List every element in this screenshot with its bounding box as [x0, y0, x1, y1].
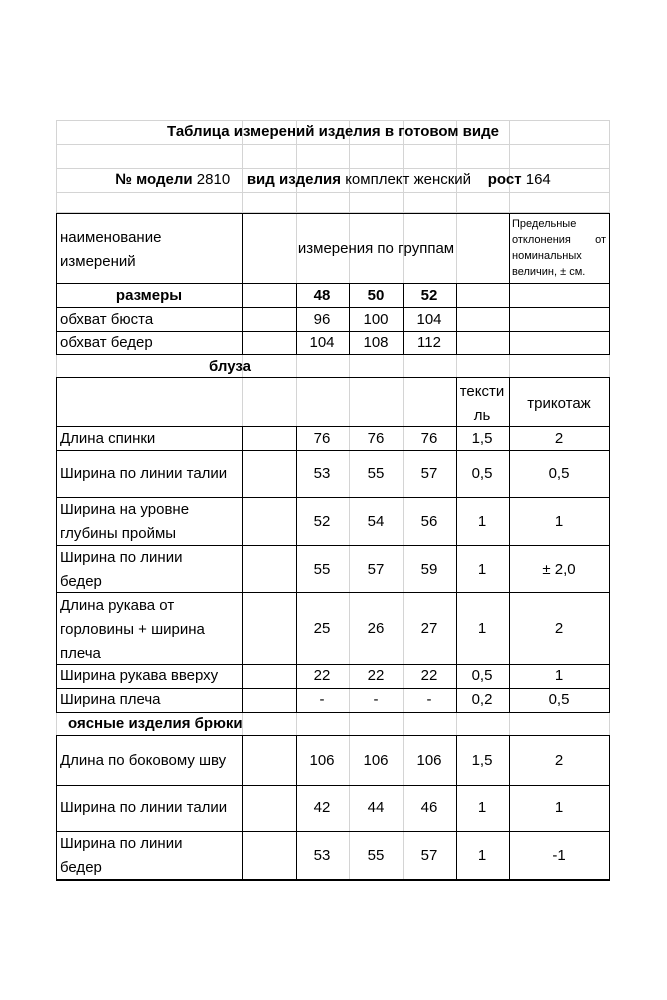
cell-value: 55 [367, 847, 385, 864]
table-border [56, 712, 610, 713]
model-label: № модели [115, 171, 193, 188]
table-border [56, 283, 610, 284]
textile-tolerance: 1 [477, 513, 487, 530]
row-name: Длина рукава от горловины + ширина плеча [60, 597, 205, 662]
table-border [242, 735, 243, 881]
page-title: Таблица измерений изделия в готовом виде [167, 123, 499, 140]
cell-value: 56 [420, 513, 438, 530]
cell-value: 55 [367, 465, 385, 482]
cell-value: 108 [363, 334, 389, 351]
cell-value: 57 [367, 561, 385, 578]
knit-tolerance: 2 [554, 430, 564, 447]
table-border [456, 283, 457, 354]
cell-value: 54 [367, 513, 385, 530]
table-border [242, 213, 243, 354]
table-border [56, 785, 610, 786]
table-border [456, 735, 457, 881]
size-value: 52 [420, 287, 438, 304]
table-border [296, 735, 297, 881]
cell-value: 106 [309, 752, 335, 769]
cell-value: - [373, 691, 379, 708]
table-border [56, 426, 610, 427]
cell-value: 27 [420, 620, 438, 637]
cell-value: 76 [367, 430, 385, 447]
table-border [56, 213, 610, 214]
table-border [609, 213, 610, 354]
cell-value: 53 [313, 465, 331, 482]
header-knit: трикотаж [527, 395, 591, 412]
section-title-trousers: оясные изделия брюки [68, 715, 243, 732]
row-name: обхват бюста [60, 311, 154, 328]
table-border [509, 735, 510, 881]
header-tolerance: Предельные отклонения от номинальных величин, ± см. [512, 218, 606, 278]
textile-tolerance: 1 [477, 847, 487, 864]
item-type-value: комплект женский [345, 171, 472, 188]
section-title-blouse: блуза [209, 358, 251, 375]
cell-value: 55 [313, 561, 331, 578]
row-name: Ширина по линии талии [60, 465, 228, 482]
table-border [456, 377, 457, 712]
header-size-groups: измерения по группам [297, 240, 455, 257]
knit-tolerance: 0,5 [548, 465, 570, 482]
size-value: 48 [313, 287, 331, 304]
grid-line [56, 168, 610, 169]
table-border [56, 377, 610, 378]
cell-value: - [319, 691, 325, 708]
table-border [403, 283, 404, 354]
cell-value: 104 [416, 311, 442, 328]
knit-tolerance: 1 [554, 799, 564, 816]
table-border [296, 283, 297, 354]
cell-value: 106 [416, 752, 442, 769]
grid-line [349, 120, 350, 880]
item-type-label: вид изделия [246, 171, 342, 188]
textile-tolerance: 1 [477, 561, 487, 578]
knit-tolerance: 2 [554, 620, 564, 637]
cell-value: 112 [417, 334, 441, 351]
grid-line [56, 120, 610, 121]
knit-tolerance: ± 2,0 [542, 561, 576, 578]
cell-value: 26 [367, 620, 385, 637]
height-value: 164 [525, 171, 551, 188]
cell-value: 96 [313, 311, 331, 328]
row-name: Ширина плеча [60, 691, 161, 708]
cell-value: 59 [420, 561, 438, 578]
size-value: 50 [367, 287, 385, 304]
table-border [349, 283, 350, 354]
table-border [56, 688, 610, 689]
knit-tolerance: -1 [552, 847, 566, 864]
table-border [56, 377, 57, 712]
textile-tolerance: 1,5 [471, 752, 493, 769]
textile-tolerance: 0,5 [471, 667, 493, 684]
cell-value: 57 [420, 465, 438, 482]
row-name: Ширина по линии бедер [60, 835, 183, 876]
cell-value: 22 [367, 667, 385, 684]
row-name: Ширина по линии талии [60, 799, 228, 816]
knit-tolerance: 1 [554, 513, 564, 530]
textile-tolerance: 1,5 [471, 430, 493, 447]
row-name: Ширина на уровне глубины проймы [60, 501, 190, 542]
model-value: 2810 [196, 171, 231, 188]
cell-value: 106 [363, 752, 389, 769]
grid-line [56, 144, 610, 145]
row-name: Длина по боковому шву [60, 752, 227, 769]
table-border [509, 213, 510, 354]
table-border [56, 450, 610, 451]
sizes-label: размеры [115, 287, 183, 304]
cell-value: 104 [309, 334, 335, 351]
cell-value: - [426, 691, 432, 708]
cell-value: 22 [313, 667, 331, 684]
cell-value: 53 [313, 847, 331, 864]
cell-value: 76 [420, 430, 438, 447]
cell-value: 100 [363, 311, 389, 328]
model-info-line [115, 172, 551, 188]
textile-tolerance: 0,5 [471, 465, 493, 482]
height-label: рост [487, 171, 522, 188]
table-border [56, 354, 610, 355]
row-name: Ширина рукава вверху [60, 667, 219, 684]
table-border [609, 377, 610, 712]
row-name: Длина спинки [60, 430, 156, 447]
textile-tolerance: 0,2 [471, 691, 493, 708]
row-name: обхват бедер [60, 334, 153, 351]
textile-tolerance: 1 [477, 799, 487, 816]
header-textile: тексти ль [459, 383, 505, 424]
table-border [296, 426, 297, 712]
knit-tolerance: 2 [554, 752, 564, 769]
knit-tolerance: 0,5 [548, 691, 570, 708]
cell-value: 44 [367, 799, 385, 816]
cell-value: 25 [313, 620, 331, 637]
table-border [56, 213, 57, 354]
cell-value: 46 [420, 799, 438, 816]
table-border [56, 307, 610, 308]
cell-value: 22 [420, 667, 438, 684]
cell-value: 42 [313, 799, 331, 816]
cell-value: 76 [313, 430, 331, 447]
table-border [56, 331, 610, 332]
table-border [509, 377, 510, 712]
cell-value: 57 [420, 847, 438, 864]
cell-value: 52 [313, 513, 331, 530]
table-border [56, 735, 610, 736]
row-name: Ширина по линии бедер [60, 549, 183, 590]
grid-line [56, 192, 610, 193]
knit-tolerance: 1 [554, 667, 564, 684]
table-border [242, 426, 243, 712]
grid-line [403, 120, 404, 880]
table-border [609, 735, 610, 881]
table-border [56, 735, 57, 881]
textile-tolerance: 1 [477, 620, 487, 637]
header-measurement-name: наименование измерений [60, 229, 162, 270]
